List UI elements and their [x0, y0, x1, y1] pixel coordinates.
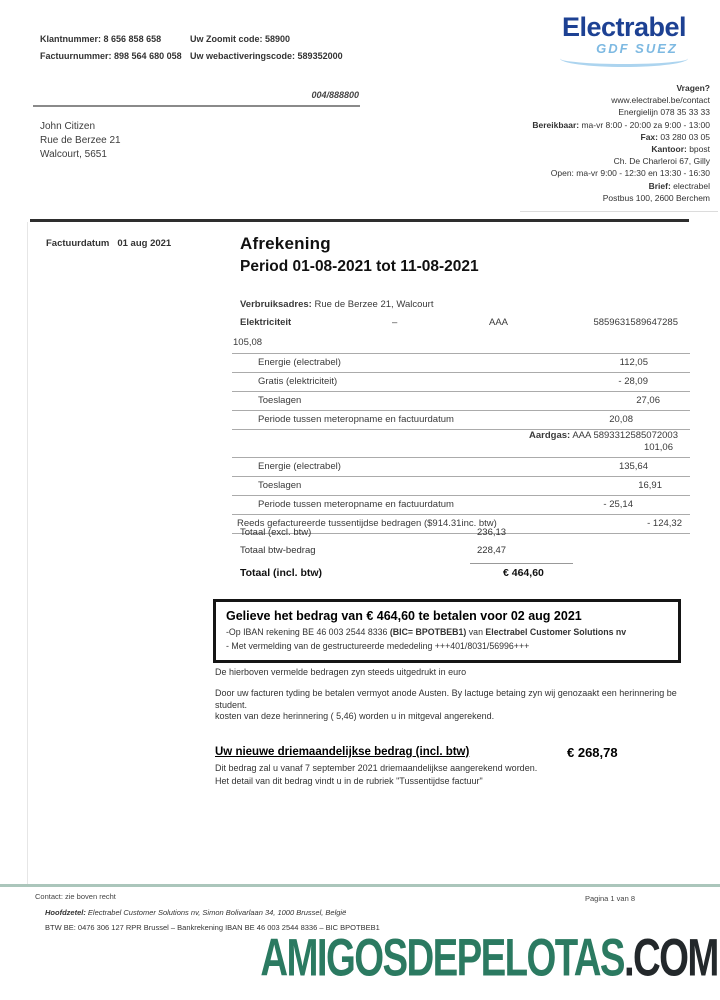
verbruiksadres-value: Rue de Berzee 21, Walcourt — [311, 299, 434, 310]
table-row: Energie (electrabel) 135,64 — [232, 457, 690, 476]
watermark — [261, 928, 718, 989]
addressee-city: Walcourt, 5651 — [40, 149, 107, 160]
contact-brief: Brief: electrabel — [648, 180, 710, 191]
total-excl-row: Totaal (excl. btw) 236,13 — [240, 527, 507, 538]
new-amount-section — [215, 746, 685, 786]
factuurnummer-label: Factuurnummer: — [40, 51, 112, 61]
payment-instruction-box — [213, 599, 681, 663]
invoice-period: Period 01-08-2021 tot 11-08-2021 — [240, 258, 479, 275]
logo-brand-text: Electrabel — [561, 12, 687, 42]
webactivering-label: Uw webactiveringscode: — [190, 51, 296, 61]
invoice-meta — [40, 34, 343, 68]
address-divider — [33, 105, 360, 107]
payment-reference-line: - Met vermelding van de gestructureerde mededeling +++401/8031/56996+++ — [226, 641, 530, 651]
payment-iban-line: -Op IBAN rekening BE 46 003 2544 8336 (BIC= BPOTBEB1) van Electrabel Customer Solutions nv — [226, 627, 627, 637]
elektriciteit-label: Elektriciteit — [240, 317, 292, 328]
new-amount-title: Uw nieuwe driemaandelijkse bedrag (incl. btw) — [215, 746, 470, 758]
contact-website: www.electrabel.be/contact — [611, 95, 710, 106]
klantnummer — [40, 34, 190, 44]
verbruiksadres-label: Verbruiksadres: — [240, 299, 312, 310]
table-row: Periode tussen meteropname en factuurdatum - 25,14 — [232, 495, 690, 514]
new-amount-value: € 268,78 — [567, 745, 618, 760]
reeds-label: Reeds gefactureerde tussentijdse bedragen ($914.31inc. btw) — [237, 518, 497, 529]
mailing-ref: 004/888800 — [311, 90, 359, 100]
contact-energielijn: Energielijn 078 35 33 33 — [618, 107, 710, 118]
watermark-suffix: .COM — [624, 929, 718, 988]
zoomit-label: Uw Zoomit code: — [190, 34, 263, 44]
aardgas-amount: 101,06 — [643, 442, 673, 453]
table-row: Toeslagen 27,06 — [232, 391, 690, 410]
klantnummer-value: 8 656 858 658 — [103, 34, 162, 44]
totals-divider — [470, 563, 573, 564]
contact-fax: Fax: 03 280 03 05 — [640, 131, 710, 142]
contact-kantoor-adres: Ch. De Charleroi 67, Gilly — [613, 156, 710, 167]
addressee-name: John Citizen — [40, 121, 96, 132]
contact-divider — [520, 211, 718, 212]
reeds-value: - 124,32 — [647, 518, 682, 529]
table-row: Gratis (elektriciteit) - 28,09 — [232, 372, 690, 391]
invoice-title: Afrekening — [240, 234, 331, 253]
elektriciteit-meter: 5859631589647285 — [593, 317, 678, 328]
total-btw-row: Totaal btw-bedrag 228,47 — [240, 545, 507, 556]
table-row: Periode tussen meteropname en factuurdatum 20,08 — [232, 410, 690, 429]
footer-page-number: Pagina 1 van 8 — [584, 894, 636, 903]
charges-table — [232, 296, 690, 534]
addressee-block — [40, 120, 121, 162]
electrabel-logo — [538, 12, 710, 67]
elektriciteit-row — [232, 314, 690, 334]
left-margin-rule — [27, 222, 28, 884]
euro-note: De hierboven vermelde bedragen zyn steeds uitgedrukt in euro — [215, 667, 467, 677]
logo-subbrand-text: GDF SUEZ — [596, 41, 678, 56]
webactivering-value: 589352000 — [297, 51, 343, 61]
contact-column — [400, 82, 710, 204]
aardgas-meter: AAA 5893312585072003 — [570, 430, 678, 441]
factuurnummer-value: 898 564 680 058 — [114, 51, 182, 61]
watermark-main: AMIGOSDEPELOTAS — [260, 929, 625, 988]
contact-brief-adres: Postbus 100, 2600 Berchem — [602, 192, 710, 203]
payment-headline: Gelieve het bedrag van € 464,60 te betalen voor 02 aug 2021 — [226, 609, 582, 623]
elektriciteit-dash: – — [392, 317, 398, 328]
header-rule — [30, 219, 689, 222]
elektriciteit-amount: 105,08 — [233, 337, 263, 348]
factuurdatum: Factuurdatum 01 aug 2021 — [46, 238, 172, 249]
invoice-title-block — [240, 234, 479, 276]
contact-vragen: Vragen? — [676, 83, 710, 93]
addressee-street: Rue de Berzee 21 — [40, 135, 121, 146]
aardgas-label: Aardgas: — [529, 430, 571, 441]
zoomit-value: 58900 — [265, 34, 291, 44]
footer-contact-note: Contact: zie boven recht — [35, 892, 116, 901]
table-row: Toeslagen 16,91 — [232, 476, 690, 495]
reminder-note: Door uw facturen tyding be betalen vermyot anode Austen. By lactuge betaing zyn wij genozaakt een herinnering be student. kosten van deze herinnering ( 5,46) worden u in mitgeval angerekend. — [215, 688, 677, 721]
elektriciteit-amount-row — [232, 334, 690, 353]
contact-open: Open: ma-vr 9:00 - 12:30 en 13:30 - 16:30 — [550, 168, 710, 179]
new-amount-line1: Dit bedrag zal u vanaf 7 september 2021 driemaandelijkse aangerekend worden. — [215, 763, 538, 773]
contact-kantoor: Kantoor: bpost — [651, 144, 710, 155]
factuurnummer — [40, 51, 190, 61]
webactiveringscode — [190, 51, 343, 61]
table-row: Energie (electrabel) 112,05 — [232, 353, 690, 372]
footer-hq-line: Hoofdzetel: Electrabel Customer Solutions nv, Simon Bolivarlaan 34, 1000 Brussel, België — [45, 908, 347, 917]
klantnummer-label: Klantnummer: — [40, 34, 102, 44]
elektriciteit-code: AAA — [489, 317, 509, 328]
aardgas-row — [232, 429, 690, 457]
footer-rule — [0, 884, 720, 887]
verbruiksadres-row — [232, 296, 690, 314]
zoomit-code — [190, 34, 290, 44]
contact-bereikbaar: Bereikbaar: ma-vr 8:00 - 20:00 za 9:00 - 13:00 — [532, 119, 710, 130]
new-amount-line2: Het detail van dit bedrag vindt u in de rubriek "Tussentijdse factuur" — [215, 776, 483, 786]
totals-block — [240, 527, 680, 585]
footer-btw-line: BTW BE: 0476 306 127 RPR Brussel – Bankrekening IBAN BE 46 003 2544 8336 – BIC BPOTBEB1 — [45, 923, 380, 932]
total-incl-row: Totaal (incl. btw) € 464,60 — [240, 567, 544, 579]
